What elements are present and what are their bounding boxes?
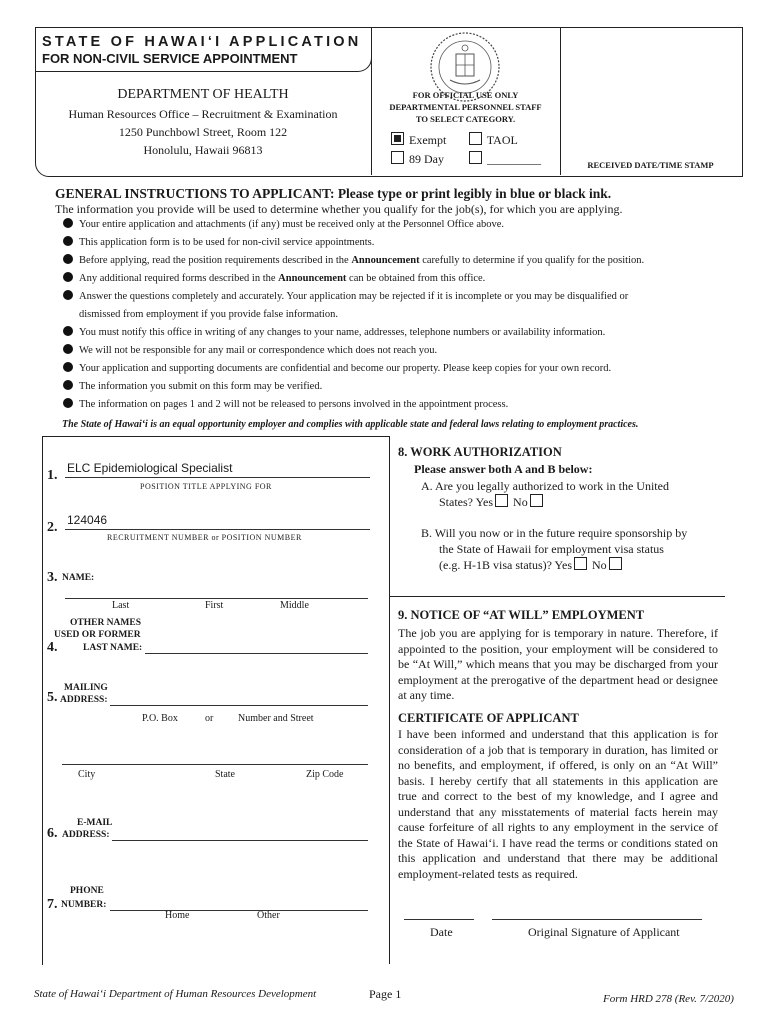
number-street-label: Number and Street bbox=[238, 713, 314, 724]
exempt-checkbox[interactable] bbox=[391, 132, 404, 145]
official-use-line1: FOR OFFICIAL USE ONLY bbox=[412, 90, 519, 100]
instructions-intro: The information you provide will be used to determine whether you qualify for the job(s), for which you are applying. bbox=[55, 202, 623, 216]
instruction-item: Before applying, read the position requirements described in the Announcement carefully to determine if you qualify for the position. bbox=[63, 252, 743, 270]
question-b-line3: (e.g. H-1B visa status)? Yes No bbox=[439, 557, 624, 573]
89day-checkbox[interactable] bbox=[391, 151, 404, 164]
field-3-number: 3. bbox=[47, 570, 58, 585]
name-label: NAME: bbox=[62, 573, 95, 583]
other-names-label-3: LAST NAME: bbox=[83, 643, 143, 653]
at-will-heading: 9. NOTICE OF “AT WILL” EMPLOYMENT bbox=[398, 608, 645, 622]
email-label-2: ADDRESS: bbox=[62, 830, 110, 840]
footer-department: State of Hawai‘i Department of Human Resources Development bbox=[34, 988, 317, 1000]
field-1-number: 1. bbox=[47, 468, 58, 483]
date-input[interactable] bbox=[404, 909, 474, 920]
bullet-icon bbox=[63, 254, 73, 264]
field-5-number: 5. bbox=[47, 690, 58, 705]
field-7-number: 7. bbox=[47, 897, 58, 912]
mailing-label-2: ADDRESS: bbox=[60, 695, 108, 705]
home-phone-label: Home bbox=[165, 910, 190, 921]
bullet-icon bbox=[63, 380, 73, 390]
official-use-line2: DEPARTMENTAL PERSONNEL STAFF bbox=[389, 102, 542, 112]
bullet-icon bbox=[63, 218, 73, 228]
name-input[interactable] bbox=[65, 584, 368, 599]
state-label: State bbox=[215, 769, 235, 780]
email-label-1: E-MAIL bbox=[77, 818, 113, 828]
bullet-icon bbox=[63, 398, 73, 408]
eeo-statement: The State of Hawai‘i is an equal opportunity employer and complies with applicable state and federal laws relating to employment practices. bbox=[62, 419, 639, 430]
bullet-icon bbox=[63, 344, 73, 354]
phone-label-2: NUMBER: bbox=[61, 900, 107, 910]
question-a-line2: States? Yes No bbox=[439, 494, 545, 510]
form-subtitle: FOR NON-CIVIL SERVICE APPOINTMENT bbox=[42, 51, 298, 66]
department-name: DEPARTMENT OF HEALTH bbox=[117, 87, 289, 102]
sponsorship-yes-checkbox[interactable] bbox=[574, 557, 587, 570]
instruction-item: Answer the questions completely and accurately. Your application may be rejected if it is incomplete or you may be disqualified or bbox=[63, 288, 743, 306]
header-divider-2 bbox=[560, 27, 561, 175]
sponsorship-no-checkbox[interactable] bbox=[609, 557, 622, 570]
office-street: 1250 Punchbowl Street, Room 122 bbox=[118, 125, 288, 139]
question-a-line1: A. Are you legally authorized to work in the United bbox=[421, 479, 669, 493]
taol-checkbox[interactable] bbox=[469, 132, 482, 145]
89day-label: 89 Day bbox=[409, 152, 444, 166]
position-title-label: POSITION TITLE APPLYING FOR bbox=[140, 482, 272, 491]
taol-label: TAOL bbox=[486, 133, 518, 147]
bullet-icon bbox=[63, 362, 73, 372]
other-phone-label: Other bbox=[257, 910, 280, 921]
city-label: City bbox=[78, 769, 96, 780]
footer-page: Page 1 bbox=[369, 987, 402, 1001]
bullet-icon bbox=[63, 326, 73, 336]
instruction-item: Your application and supporting documents are confidential and become our property. Please keep copies for your own record. bbox=[63, 360, 743, 378]
question-b-line1: B. Will you now or in the future require sponsorship by bbox=[421, 526, 688, 540]
instruction-item: Any additional required forms described in the Announcement can be obtained from this office. bbox=[63, 270, 743, 288]
instructions-heading: GENERAL INSTRUCTIONS TO APPLICANT: Please type or print legibly in blue or black ink. bbox=[55, 186, 612, 201]
certificate-text: I have been informed and understand that this application is for consideration of a job that is temporary in duration, has limited or no benefits, and employment, if offered, is only on an “At Will” basis. I hereby certify that all statements in this application are true and correct to the best of my knowledge, and I agree and understand that any misstatements of material facts herein may cause forfeiture of all rights to any employment in the service of the State of Hawai‘i. I have read the terms or conditions stated on this application and understand that there may be additional employment-related tests as required. bbox=[398, 727, 718, 881]
other-category-blank: _________ bbox=[487, 152, 541, 166]
office-name: Human Resources Office – Recruitment & Examination bbox=[68, 107, 338, 121]
instruction-item: The information you submit on this form may be verified. bbox=[63, 378, 743, 396]
instruction-item: The information on pages 1 and 2 will not be released to persons involved in the appointment process. bbox=[63, 396, 743, 414]
city-state-zip-input[interactable] bbox=[62, 752, 368, 765]
question-b-line2: the State of Hawaii for employment visa status bbox=[439, 542, 664, 556]
instruction-item: Your entire application and attachments (if any) must be received only at the Personnel Office above. bbox=[63, 216, 743, 234]
option-89day[interactable] bbox=[389, 151, 444, 167]
recruitment-number-input[interactable]: 124046 bbox=[65, 513, 370, 530]
or-label: or bbox=[205, 713, 214, 724]
authorized-no-checkbox[interactable] bbox=[530, 494, 543, 507]
last-name-label: Last bbox=[112, 600, 130, 611]
middle-name-label: Middle bbox=[280, 600, 309, 611]
zip-label: Zip Code bbox=[306, 769, 344, 780]
received-stamp-label: RECEIVED DATE/TIME STAMP bbox=[587, 160, 714, 170]
bullet-icon bbox=[63, 236, 73, 246]
instruction-item: This application form is to be used for non-civil service appointments. bbox=[63, 234, 743, 252]
bullet-icon bbox=[63, 290, 73, 300]
date-label: Date bbox=[430, 925, 453, 939]
section-9-top-rule bbox=[389, 596, 725, 597]
other-names-input[interactable] bbox=[145, 641, 368, 654]
bullet-icon bbox=[63, 272, 73, 282]
authorized-yes-checkbox[interactable] bbox=[495, 494, 508, 507]
first-name-label: First bbox=[205, 600, 224, 611]
work-auth-heading: 8. WORK AUTHORIZATION bbox=[398, 445, 562, 459]
pobox-label: P.O. Box bbox=[142, 713, 178, 724]
recruitment-number-label: RECRUITMENT NUMBER or POSITION NUMBER bbox=[107, 533, 302, 542]
office-city: Honolulu, Hawaii 96813 bbox=[143, 143, 263, 157]
street-address-input[interactable] bbox=[110, 693, 368, 706]
field-4-number: 4. bbox=[47, 640, 58, 655]
other-names-label-1: OTHER NAMES bbox=[70, 618, 141, 628]
other-category-checkbox[interactable] bbox=[469, 151, 482, 164]
official-use-line3: TO SELECT CATEGORY. bbox=[415, 114, 516, 124]
field-6-number: 6. bbox=[47, 826, 58, 841]
option-other[interactable] bbox=[467, 151, 541, 167]
header-divider-1 bbox=[371, 27, 372, 175]
instruction-item: You must notify this office in writing of any changes to your name, addresses, telephone numbers or availability information. bbox=[63, 324, 743, 342]
instruction-item-cont: dismissed from employment if you provide false information. bbox=[79, 309, 338, 320]
at-will-text: The job you are applying for is temporary in nature. Therefore, if appointed to the position, your employment will be considered to be “At Will,” which means that you may be discharged from your employment at the prerogative of the department head or designee at any time. bbox=[398, 626, 718, 702]
work-auth-sub: Please answer both A and B below: bbox=[414, 462, 593, 476]
instructions-list bbox=[63, 216, 743, 414]
instruction-item: We will not be responsible for any mail or correspondence which does not reach you. bbox=[63, 342, 743, 360]
phone-input[interactable] bbox=[110, 898, 368, 911]
form-title: STATE OF HAWAI‘I APPLICATION bbox=[42, 34, 362, 50]
option-exempt[interactable] bbox=[389, 132, 446, 148]
field-2-number: 2. bbox=[47, 520, 58, 535]
position-title-input[interactable]: ELC Epidemiological Specialist bbox=[65, 461, 370, 478]
mailing-label-1: MAILING bbox=[64, 683, 108, 693]
certificate-heading: CERTIFICATE OF APPLICANT bbox=[398, 711, 579, 725]
phone-label-1: PHONE bbox=[70, 886, 104, 896]
signature-label: Original Signature of Applicant bbox=[528, 925, 680, 939]
option-taol[interactable] bbox=[467, 132, 518, 148]
other-names-label-2: USED OR FORMER bbox=[54, 630, 141, 640]
panel-divider bbox=[389, 436, 390, 964]
footer-form-number: Form HRD 278 (Rev. 7/2020) bbox=[603, 993, 734, 1005]
signature-input[interactable] bbox=[492, 909, 702, 920]
exempt-label: Exempt bbox=[409, 133, 447, 147]
email-input[interactable] bbox=[112, 828, 368, 841]
